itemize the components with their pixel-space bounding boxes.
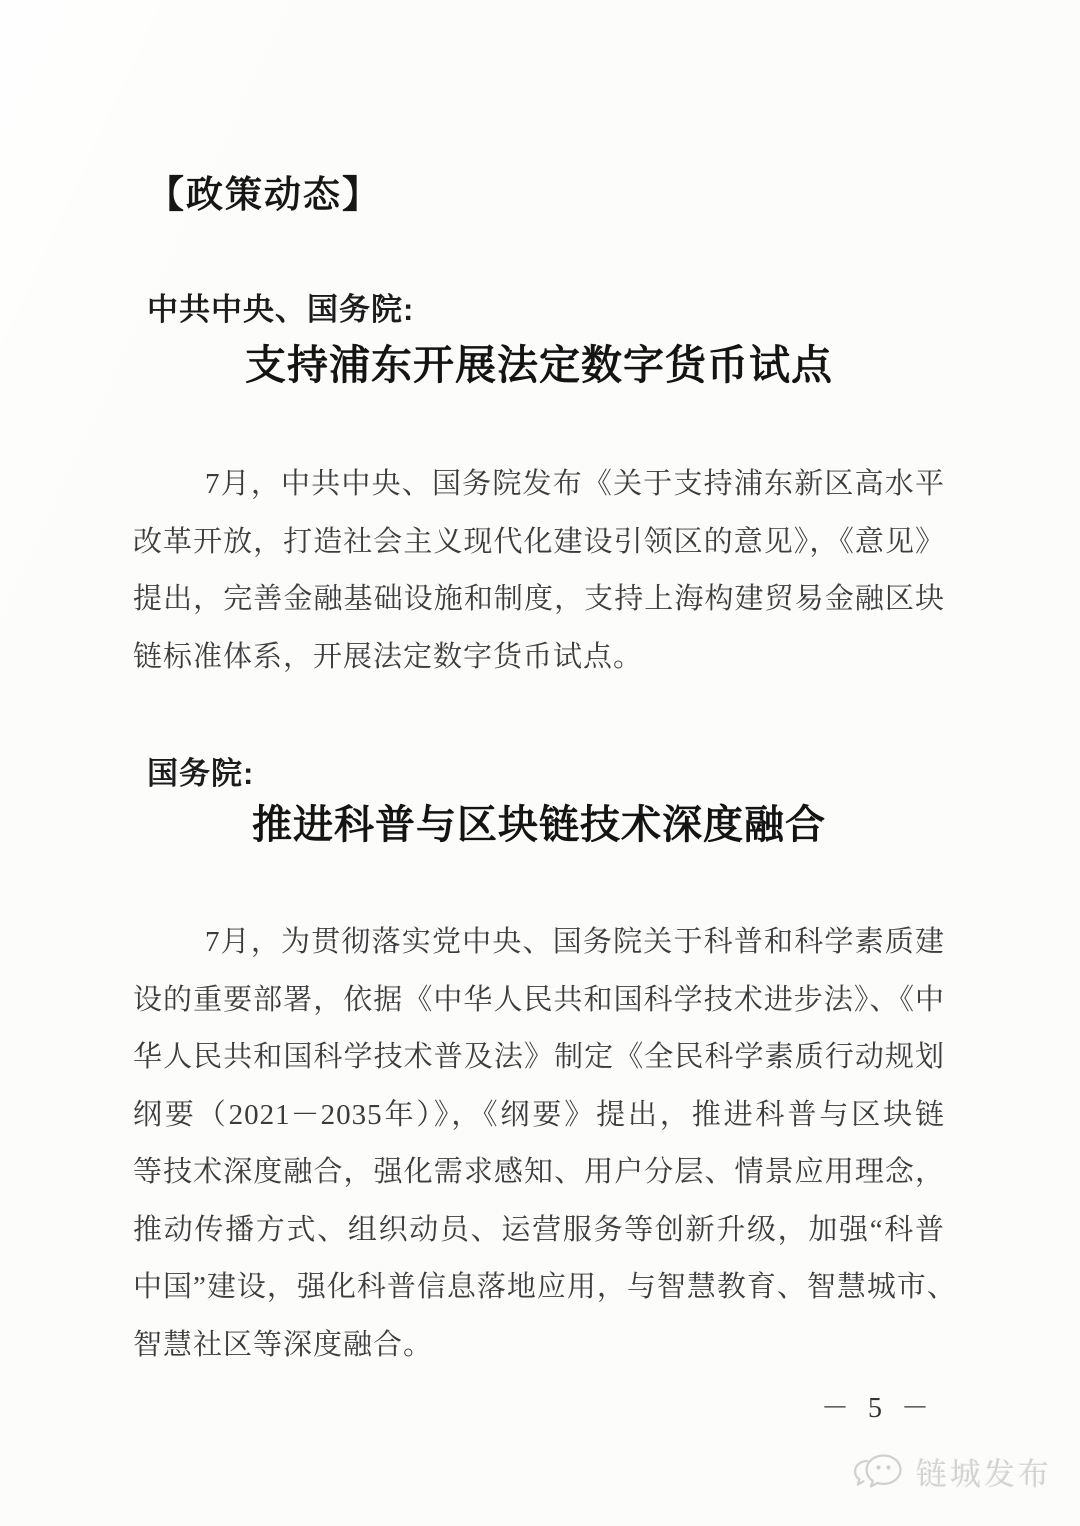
article-1-body <box>133 456 945 686</box>
watermark-text: 链城发布 <box>916 1456 1052 1492</box>
body-line: 华人民共和国科学技术普及法》制定《全民科学素质行动规划 <box>133 1041 945 1073</box>
body-line: 提出，完善金融基础设施和制度，支持上海构建贸易金融区块 <box>133 583 945 615</box>
body-line: 改革开放，打造社会主义现代化建设引领区的意见》，《意见》 <box>133 525 945 558</box>
body-line: 7月，为贯彻落实党中央、国务院关于科普和科学素质建 <box>205 926 945 958</box>
body-line: 推动传播方式、组织动员、运营服务等创新升级，加强“科普 <box>133 1213 945 1246</box>
body-line: 智慧社区等深度融合。 <box>133 1328 434 1361</box>
body-line: 纲要（2021－2035年）》，《纲要》提出，推进科普与区块链 <box>133 1098 945 1131</box>
article-1-source: 中共中央、国务院: <box>147 292 415 327</box>
article-2-source: 国务院: <box>147 756 255 791</box>
body-line: 设的重要部署，依据《中华人民共和国科学技术进步法》、《中 <box>133 983 945 1016</box>
body-line: 7月，中共中央、国务院发布《关于支持浦东新区高水平 <box>205 468 945 500</box>
article-2-title: 推进科普与区块链技术深度融合 <box>252 802 826 847</box>
article-2-body <box>133 914 957 1374</box>
chat-bubbles-icon <box>852 1447 908 1495</box>
section-header: 【政策动态】 <box>147 174 381 215</box>
watermark <box>852 1447 1052 1495</box>
body-line: 链标准体系，开展法定数字货币试点。 <box>133 640 644 673</box>
body-line: 等技术深度融合，强化需求感知、用户分层、情景应用理念， <box>133 1156 945 1188</box>
page-number: － 5 － <box>820 1393 935 1424</box>
article-1-title: 支持浦东开展法定数字货币试点 <box>245 342 833 388</box>
body-line: 中国”建设，强化科普信息落地应用，与智慧教育、智慧城市、 <box>133 1271 957 1303</box>
